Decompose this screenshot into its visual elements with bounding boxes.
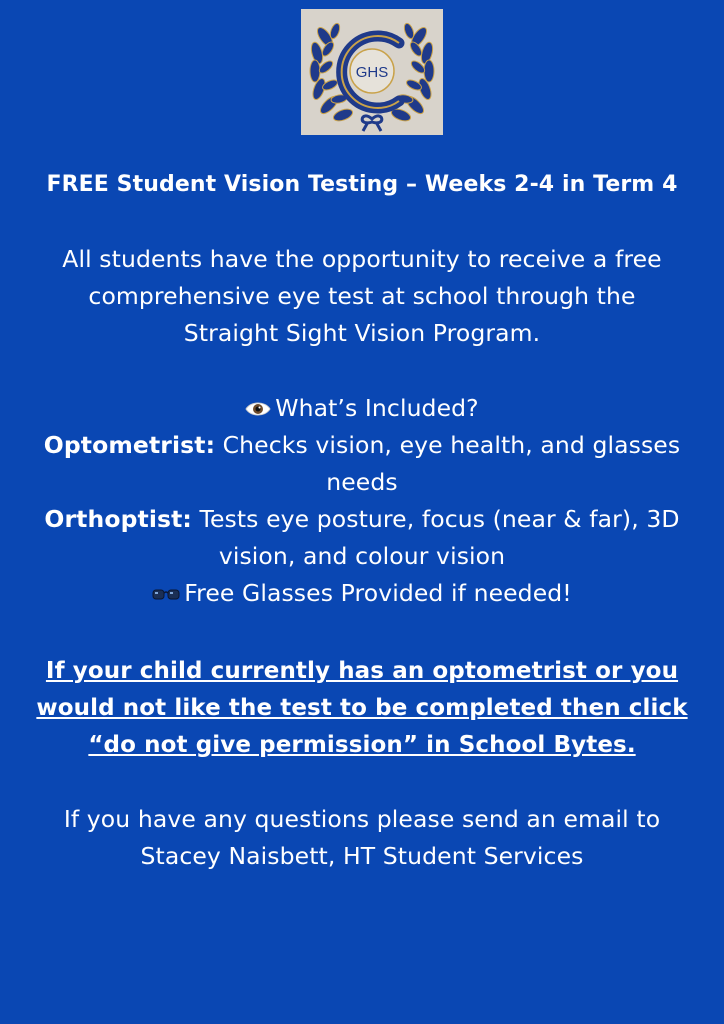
school-logo — [301, 9, 443, 135]
contact-line: If you have any questions please send an email to — [63, 805, 661, 833]
optometrist-line-2: needs — [326, 468, 398, 496]
notice-line: would not like the test to be completed then click — [36, 695, 688, 721]
glasses-line — [20, 575, 704, 612]
included-heading: What’s Included? — [275, 394, 479, 422]
optometrist-label: Optometrist: — [43, 431, 216, 459]
orthoptist-label: Orthoptist: — [44, 505, 192, 533]
intro-paragraph — [20, 241, 704, 352]
orthoptist-line — [20, 501, 704, 538]
contact-line: Stacey Naisbett, HT Student Services — [140, 842, 584, 870]
optometrist-text: Checks vision, eye health, and glasses — [215, 431, 681, 459]
logo-initials: GHS — [355, 64, 389, 81]
orthoptist-text: Tests eye posture, focus (near & far), 3D — [191, 505, 680, 533]
orthoptist-line-2: vision, and colour vision — [218, 542, 506, 570]
intro-line: All students have the opportunity to receive a free — [62, 245, 662, 273]
included-heading-line — [20, 390, 704, 427]
laurel-crest-icon — [301, 9, 443, 135]
notice-line: “do not give permission” in School Bytes. — [88, 732, 636, 758]
headline: FREE Student Vision Testing – Weeks 2-4 in Term 4 — [46, 172, 678, 197]
contact-paragraph — [20, 801, 704, 875]
intro-line: comprehensive eye test at school through the — [88, 282, 636, 310]
included-section — [20, 390, 704, 612]
intro-line: Straight Sight Vision Program. — [183, 319, 541, 347]
glasses-text: Free Glasses Provided if needed! — [184, 579, 572, 607]
glasses-icon — [152, 587, 180, 601]
optometrist-line — [20, 427, 704, 464]
notice-line: If your child currently has an optometrist or you — [45, 658, 679, 684]
permission-notice — [20, 653, 704, 764]
eye-icon — [245, 400, 271, 418]
